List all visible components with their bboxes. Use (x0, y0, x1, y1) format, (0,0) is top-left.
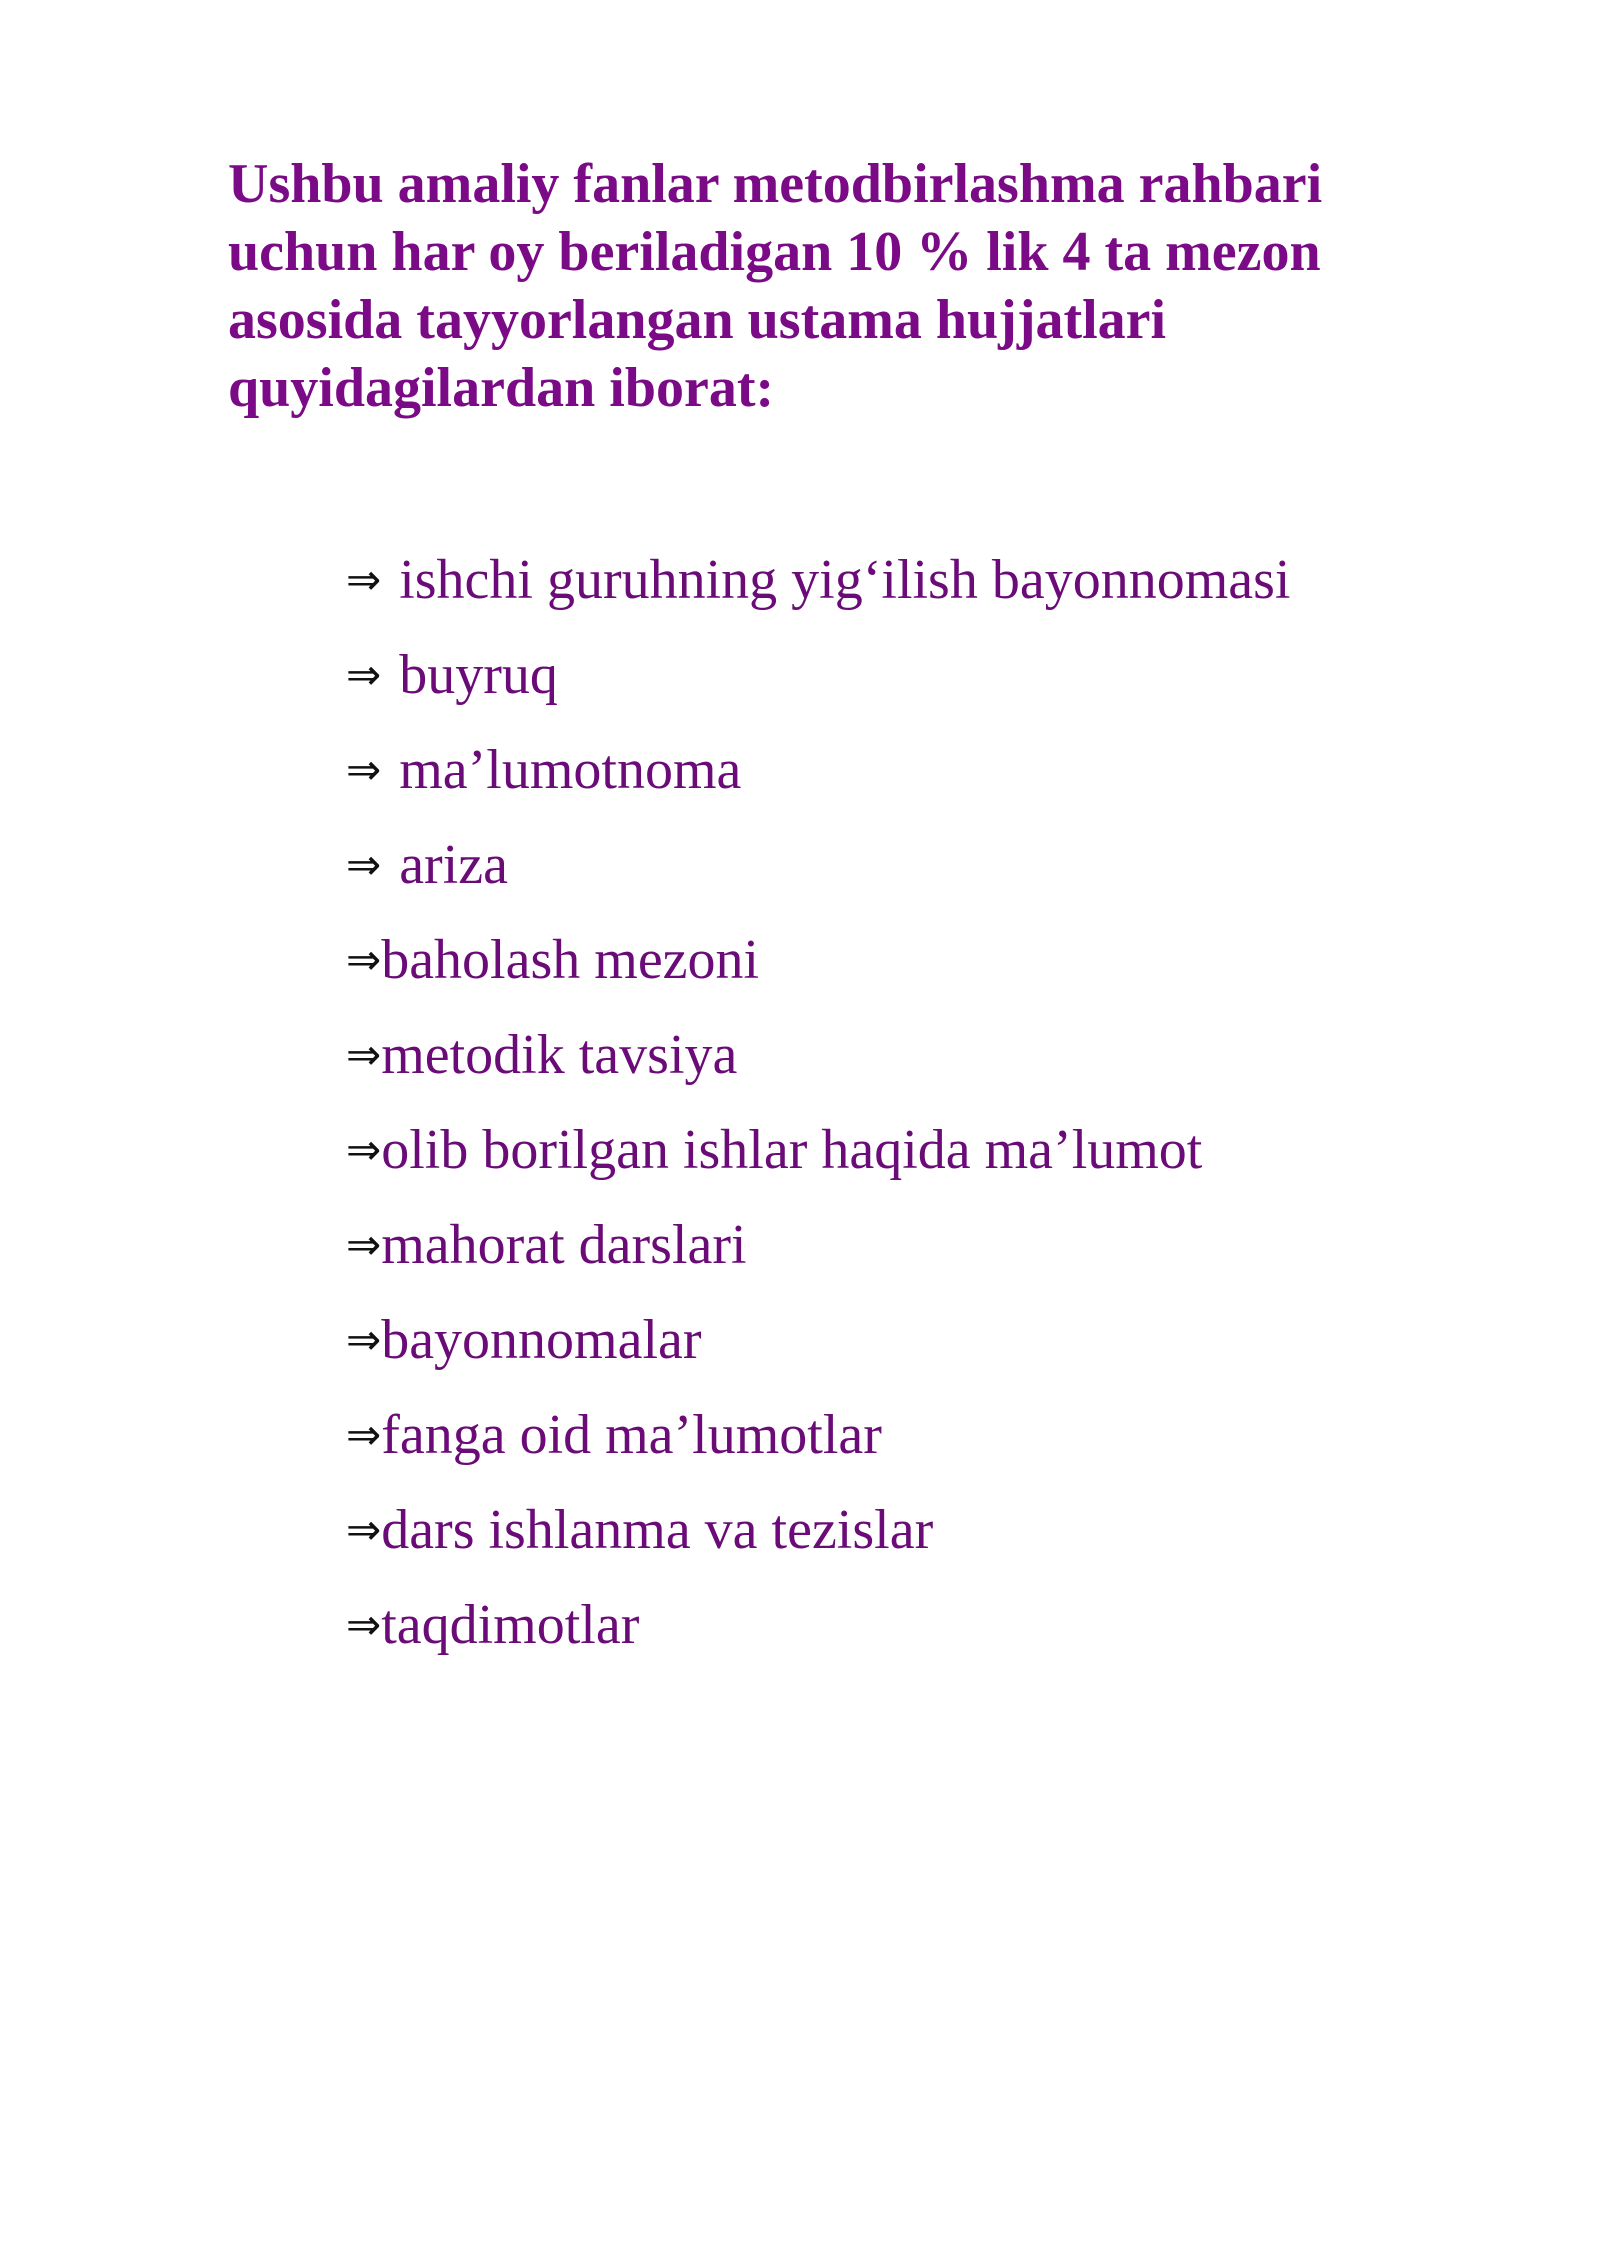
list-item (346, 830, 1290, 925)
list-item-label: ishchi guruhning yig‘ilish bayonnomasi (399, 549, 1291, 611)
list-item-label: fanga oid ma’lumotlar (381, 1404, 882, 1466)
double-arrow-icon: ⇒ (346, 1410, 382, 1459)
double-arrow-icon: ⇒ (346, 1505, 382, 1554)
double-arrow-icon: ⇒ (346, 840, 382, 889)
document-list (346, 545, 1290, 1685)
list-item (346, 1495, 1290, 1590)
heading-line: asosida tayyorlangan ustama hujjatlari (228, 289, 1167, 351)
double-arrow-icon: ⇒ (346, 1600, 382, 1649)
double-arrow-icon: ⇒ (346, 1125, 382, 1174)
list-item-label: mahorat darslari (381, 1214, 747, 1276)
double-arrow-icon: ⇒ (346, 1030, 382, 1079)
list-item (346, 545, 1290, 640)
list-item (346, 640, 1290, 735)
list-item-label: ma’lumotnoma (399, 739, 742, 801)
list-item-label: ariza (399, 834, 508, 896)
heading-line: uchun har oy beriladigan 10 % lik 4 ta mezon (228, 221, 1321, 283)
list-item (346, 925, 1290, 1020)
list-item (346, 1590, 1290, 1685)
double-arrow-icon: ⇒ (346, 555, 382, 604)
double-arrow-icon: ⇒ (346, 1315, 382, 1364)
double-arrow-icon: ⇒ (346, 1220, 382, 1269)
list-item-label: dars ishlanma va tezislar (381, 1499, 934, 1561)
list-item (346, 1210, 1290, 1305)
list-item-label: metodik tavsiya (381, 1024, 738, 1086)
page-heading (228, 150, 1468, 422)
list-item-label: taqdimotlar (381, 1594, 640, 1656)
list-item-label: olib borilgan ishlar haqida ma’lumot (381, 1119, 1203, 1181)
double-arrow-icon: ⇒ (346, 650, 382, 699)
list-item-label: buyruq (399, 644, 558, 706)
list-item (346, 1305, 1290, 1400)
heading-line: quyidagilardan iborat: (228, 357, 775, 419)
list-item-label: baholash mezoni (381, 929, 760, 991)
double-arrow-icon: ⇒ (346, 745, 382, 794)
double-arrow-icon: ⇒ (346, 935, 382, 984)
list-item (346, 1400, 1290, 1495)
list-item (346, 1020, 1290, 1115)
list-item-label: bayonnomalar (381, 1309, 702, 1371)
list-item (346, 1115, 1290, 1210)
heading-line: Ushbu amaliy fanlar metodbirlashma rahbari (228, 153, 1323, 215)
list-item (346, 735, 1290, 830)
